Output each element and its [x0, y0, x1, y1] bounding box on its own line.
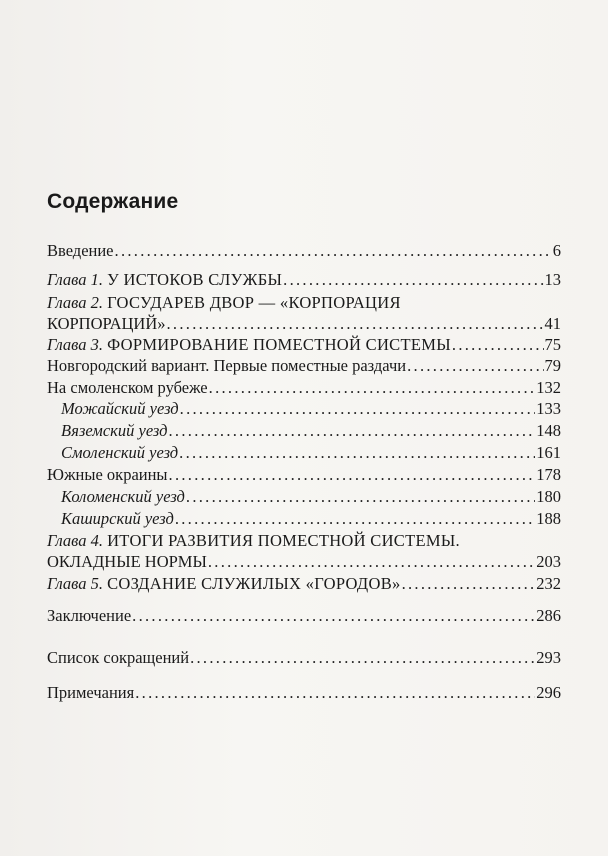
- toc-entry-label: Коломенский уезд: [61, 487, 185, 506]
- toc-entry-label: Вяземский уезд: [61, 421, 168, 440]
- toc-entry-page: 75: [544, 335, 561, 354]
- toc-entry-introduction: [47, 240, 561, 262]
- chapter-number: Глава 3.: [47, 335, 103, 354]
- leader-dots: [135, 682, 535, 704]
- chapter-number: Глава 5.: [47, 574, 103, 593]
- chapter-number: Глава 4.: [47, 531, 103, 550]
- toc-entry-conclusion: [47, 605, 561, 627]
- leader-dots: [179, 442, 535, 464]
- leader-dots: [402, 573, 536, 595]
- toc-entry-page: 180: [536, 487, 561, 506]
- toc-entry-page: 232: [536, 574, 561, 593]
- toc-entry-label: СОЗДАНИЕ СЛУЖИЛЫХ «ГОРОДОВ»: [107, 574, 401, 593]
- leader-dots: [186, 486, 535, 508]
- toc-entry-label: Примечания: [47, 683, 135, 702]
- toc-entry-label: На смоленском рубеже: [47, 378, 208, 397]
- toc-entry-page: 41: [544, 314, 561, 333]
- toc-entry-page: 296: [536, 683, 561, 702]
- leader-dots: [452, 334, 544, 356]
- toc-entry-page: 79: [544, 356, 561, 375]
- toc-entry-label: ИТОГИ РАЗВИТИЯ ПОМЕСТНОЙ СИСТЕМЫ.: [107, 531, 460, 550]
- toc-entry-smolensk: [61, 442, 561, 464]
- toc-entry-label: Можайский уезд: [61, 399, 179, 418]
- toc-entry-label: Список сокращений: [47, 648, 190, 667]
- toc-title: Содержание: [47, 190, 179, 213]
- toc-entry-abbreviations: [47, 647, 561, 669]
- toc-entry-notes: [47, 682, 561, 704]
- toc-entry-page: 203: [536, 552, 561, 571]
- toc-entry-southern-outskirts: [47, 464, 561, 486]
- toc-entry-label: Смоленский уезд: [61, 443, 179, 462]
- toc-entry-chapter-5: [47, 573, 561, 595]
- leader-dots: [175, 508, 535, 530]
- toc-entry-page: 161: [536, 443, 561, 462]
- toc-entry-label: Введение: [47, 241, 114, 260]
- toc-entry-novgorod: [47, 355, 561, 377]
- leader-dots: [115, 240, 552, 262]
- leader-dots: [209, 377, 536, 399]
- toc-entry-label: Южные окраины: [47, 465, 168, 484]
- leader-dots: [132, 605, 535, 627]
- leader-dots: [407, 355, 543, 377]
- toc-entry-chapter-2-line-2: [47, 313, 561, 335]
- toc-entry-page: 148: [536, 421, 561, 440]
- leader-dots: [190, 647, 535, 669]
- toc-entry-page: 6: [552, 241, 561, 260]
- leader-dots: [283, 269, 543, 291]
- toc-entry-label: Заключение: [47, 606, 132, 625]
- toc-entry-page: 133: [536, 399, 561, 418]
- chapter-number: Глава 2.: [47, 293, 103, 312]
- toc-entry-smolensk-frontier: [47, 377, 561, 399]
- toc-entry-mozhaysk: [61, 398, 561, 420]
- toc-entry-chapter-4-line-2: [47, 551, 561, 573]
- toc-entry-chapter-1: [47, 269, 561, 291]
- toc-entry-page: 188: [536, 509, 561, 528]
- toc-entry-chapter-4-line-1: [47, 530, 561, 552]
- toc-entry-label: Каширский уезд: [61, 509, 174, 528]
- leader-dots: [169, 420, 536, 442]
- chapter-number: Глава 1.: [47, 270, 103, 289]
- leader-dots: [180, 398, 536, 420]
- toc-entry-vyazma: [61, 420, 561, 442]
- toc-entry-chapter-2-line-1: [47, 292, 561, 314]
- toc-entry-page: 286: [536, 606, 561, 625]
- toc-entry-page: 132: [536, 378, 561, 397]
- leader-dots: [167, 313, 544, 335]
- toc-entry-label: Новгородский вариант. Первые поместные раздачи: [47, 356, 407, 375]
- toc-entry-kashira: [61, 508, 561, 530]
- toc-entry-label: У ИСТОКОВ СЛУЖБЫ: [107, 270, 283, 289]
- toc-entry-label: КОРПОРАЦИЙ»: [47, 314, 166, 333]
- toc-entry-label: ОКЛАДНЫЕ НОРМЫ: [47, 552, 207, 571]
- leader-dots: [208, 551, 535, 573]
- toc-entry-kolomna: [61, 486, 561, 508]
- toc-entry-page: 13: [544, 270, 561, 289]
- toc-entry-page: 293: [536, 648, 561, 667]
- toc-entry-label: ФОРМИРОВАНИЕ ПОМЕСТНОЙ СИСТЕМЫ: [107, 335, 451, 354]
- toc-entry-label: ГОСУДАРЕВ ДВОР — «КОРПОРАЦИЯ: [107, 293, 401, 312]
- toc-entry-page: 178: [536, 465, 561, 484]
- leader-dots: [169, 464, 536, 486]
- toc-entry-chapter-3: [47, 334, 561, 356]
